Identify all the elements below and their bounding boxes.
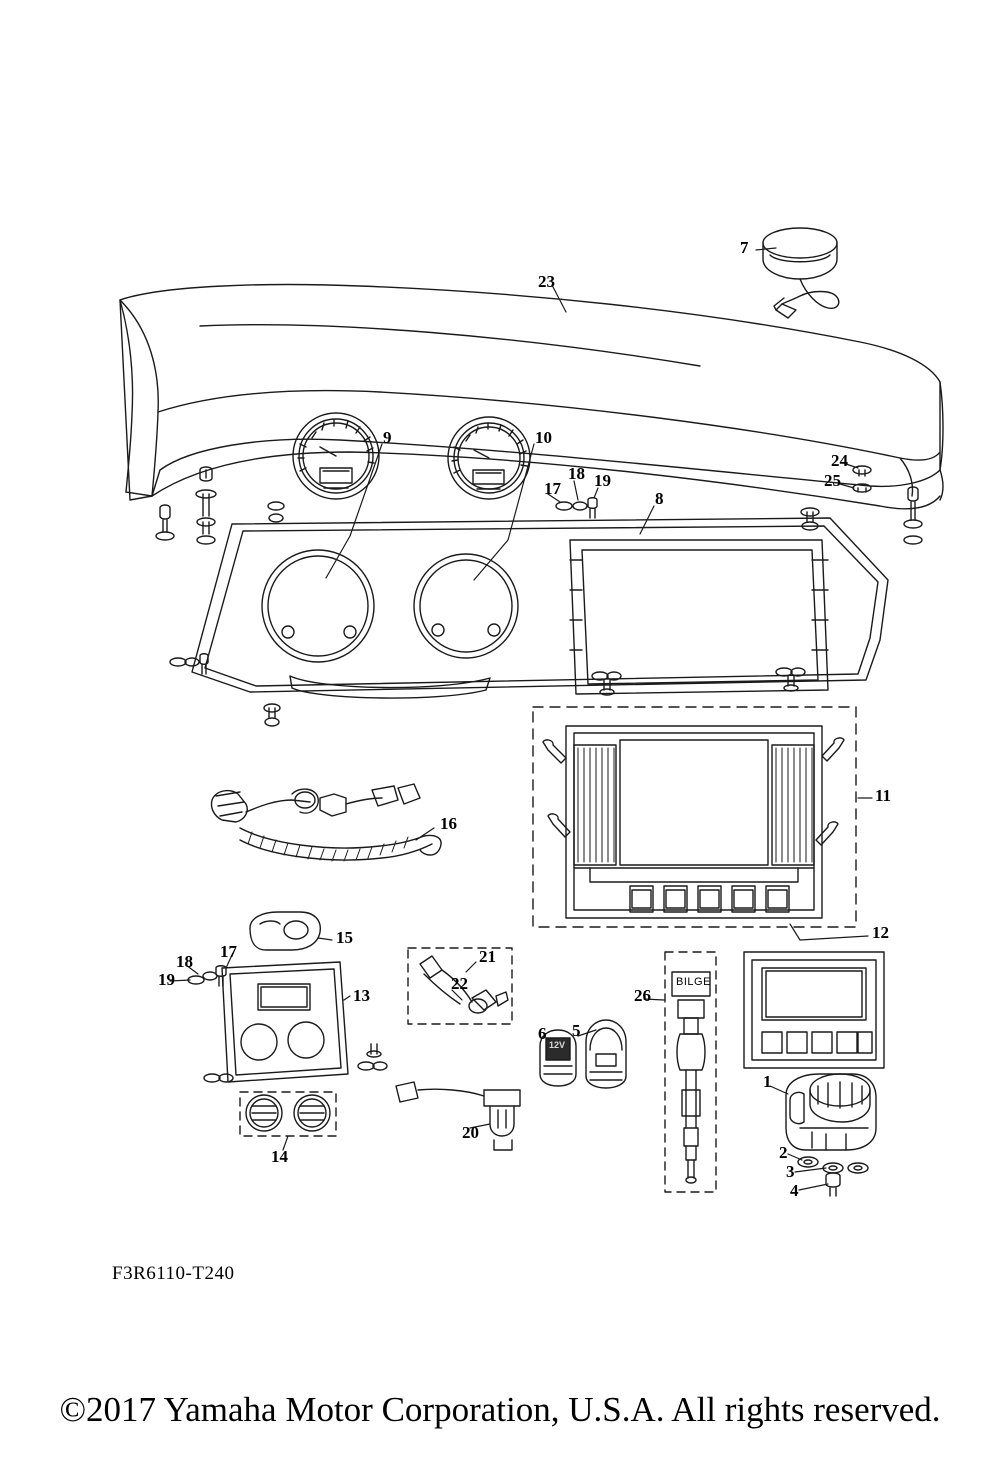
- twelve-volt-label: 12V: [549, 1040, 566, 1050]
- callout-26: 26: [634, 986, 651, 1005]
- sensor-puck: [763, 228, 839, 318]
- callout-9: 9: [383, 428, 392, 447]
- gauge-speedometer: [448, 417, 530, 499]
- callout-25: 25: [824, 471, 841, 490]
- callout-21: 21: [479, 947, 496, 966]
- callout-14: 14: [271, 1147, 288, 1166]
- callout-10: 10: [535, 428, 552, 447]
- dash-top-cowl: [120, 285, 943, 509]
- callout-5: 5: [572, 1021, 581, 1040]
- drawing-code: F3R6110-T240: [112, 1263, 235, 1284]
- bilge-switch-label: BILGE: [676, 976, 711, 988]
- remote-control-1: [786, 1074, 876, 1196]
- callout-19: 19: [594, 471, 611, 490]
- callout-8: 8: [655, 489, 664, 508]
- callout-23: 23: [538, 272, 555, 291]
- control-panel-12: [744, 952, 884, 1068]
- callout-7: 7: [740, 238, 749, 257]
- callout-17-left: 17: [220, 942, 237, 961]
- cowl-fasteners: [156, 466, 922, 544]
- callout-20: 20: [462, 1123, 479, 1142]
- switch-panel-13: [188, 962, 387, 1082]
- callout-15: 15: [336, 928, 353, 947]
- gauge-tachometer: [293, 413, 379, 499]
- callout-11: 11: [875, 786, 892, 805]
- panel-fasteners-top: [556, 498, 597, 518]
- callout-19-left: 19: [158, 970, 175, 989]
- rocker-switches-14: [240, 1092, 336, 1136]
- callout-17: 17: [544, 479, 561, 498]
- callout-12: 12: [872, 923, 889, 942]
- callout-18-left: 18: [176, 952, 193, 971]
- copyright-notice: ©2017 Yamaha Motor Corporation, U.S.A. All rights reserved.: [59, 1390, 941, 1429]
- callout-22: 22: [451, 974, 468, 993]
- callout-13: 13: [353, 986, 370, 1005]
- callout-18: 18: [568, 464, 585, 483]
- instrument-panel: [192, 518, 888, 698]
- callout-1: 1: [763, 1072, 772, 1091]
- horn-20: [396, 1082, 520, 1150]
- panel-fasteners-left: [170, 502, 284, 726]
- wire-harness-16: [211, 784, 441, 861]
- callout-3: 3: [786, 1162, 795, 1181]
- callout-2: 2: [779, 1143, 788, 1162]
- display-unit-11: [533, 707, 856, 927]
- callout-24: 24: [831, 451, 848, 470]
- callout-16: 16: [440, 814, 457, 833]
- remote-fob-15: [250, 912, 320, 950]
- bilge-switch-26: [665, 952, 716, 1192]
- callout-6: 6: [538, 1024, 547, 1043]
- callout-4: 4: [790, 1181, 799, 1200]
- usb-socket-5: [586, 1020, 626, 1088]
